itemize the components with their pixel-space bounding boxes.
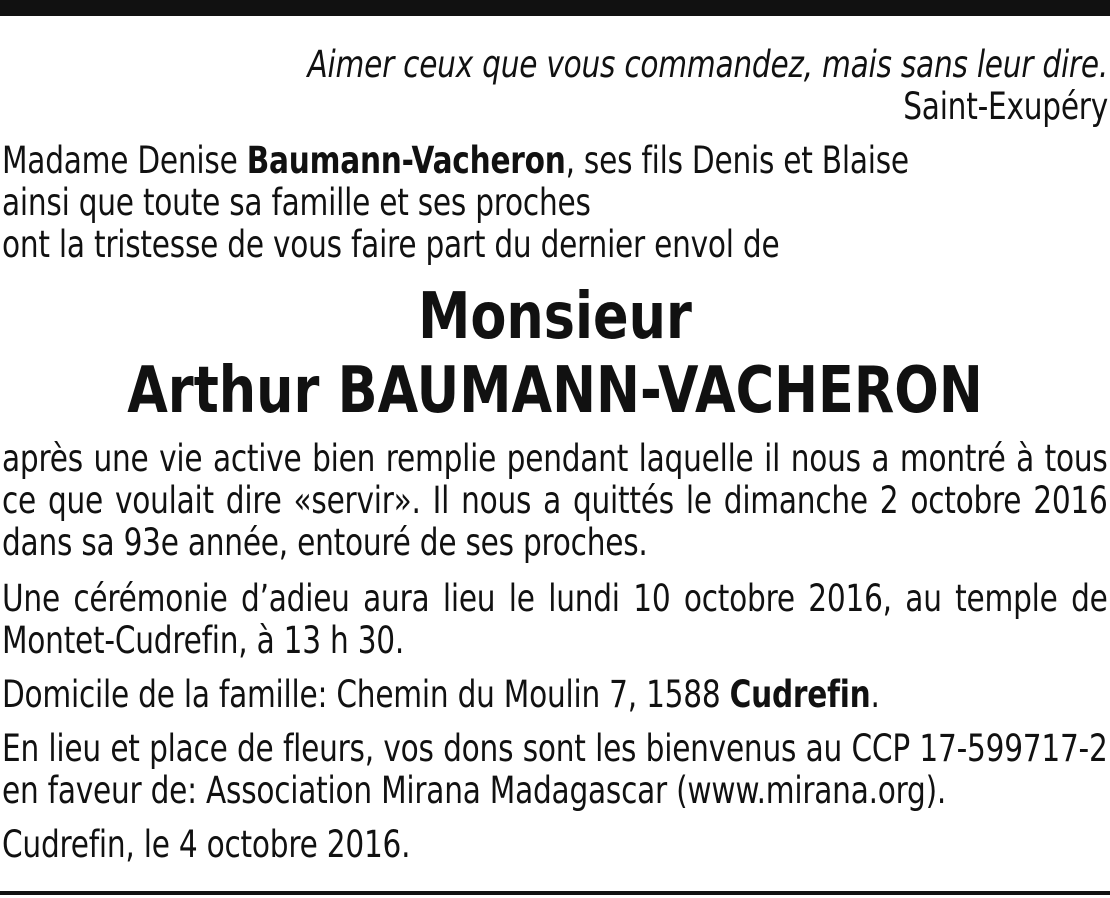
epigraph	[2, 44, 1108, 128]
donations-text: En lieu et place de fleurs, vos dons sont les bienvenus au CCP 17-599717-2 en faveur de: Association Mirana Madagascar (www.mirana.org).	[2, 727, 1108, 812]
life-text: après une vie active bien remplie pendant laquelle il nous a montré à tous ce que voulait dire «servir». Il nous a quittés le dimanche 2 octobre 2016 dans sa 93e année, entouré de ses proches.	[2, 437, 1108, 564]
intro-line-2: ainsi que toute sa famille et ses proches	[2, 181, 591, 224]
paragraph-domicile	[2, 674, 1108, 716]
intro-text: Madame Denise	[2, 139, 247, 182]
family-name-bold: Baumann-Vacheron	[246, 139, 566, 182]
deceased-headline	[2, 280, 1108, 428]
domicile-text: .	[870, 673, 880, 716]
domicile-line	[2, 674, 1108, 716]
intro-text: , ses fils Denis et Blaise	[565, 139, 909, 182]
ceremony-text: Une cérémonie d’adieu aura lieu le lundi 10 octobre 2016, au temple de Montet-Cudrefin, à 13 h 30.	[2, 577, 1108, 662]
intro-line-1	[2, 140, 1108, 182]
epigraph-author: Saint-Exupéry	[903, 85, 1108, 128]
intro-line-3: ont la tristesse de vous faire part du dernier envol de	[2, 223, 780, 266]
place-date-text: Cudrefin, le 4 octobre 2016.	[2, 823, 411, 866]
paragraph-place-date	[2, 824, 1108, 866]
announcement-intro	[2, 140, 1108, 266]
bottom-border-rule	[0, 891, 1110, 895]
epigraph-quote: Aimer ceux que vous commandez, mais sans leur dire.	[307, 43, 1108, 86]
domicile-town-bold: Cudrefin	[729, 673, 871, 716]
paragraph-ceremony	[2, 578, 1108, 662]
paragraph-donations	[2, 728, 1108, 812]
top-border-rule	[0, 0, 1110, 16]
domicile-text: Domicile de la famille: Chemin du Moulin 7, 1588	[2, 673, 730, 716]
obituary-notice	[2, 44, 1108, 866]
paragraph-life	[2, 438, 1108, 564]
deceased-title: Monsieur	[418, 280, 692, 354]
deceased-name: Arthur BAUMANN-VACHERON	[127, 354, 983, 428]
